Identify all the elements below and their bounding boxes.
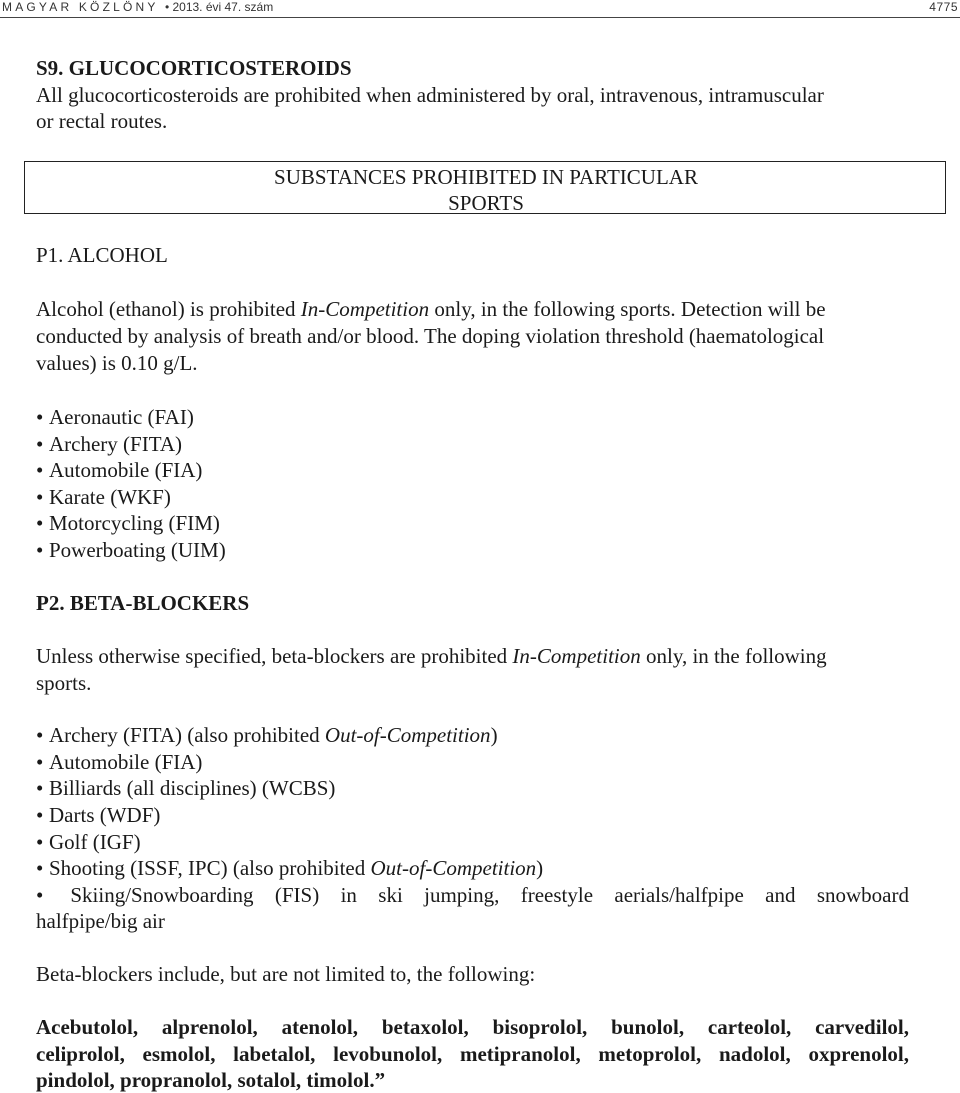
- bullet-icon: •: [36, 432, 44, 456]
- bullet-icon: •: [36, 538, 44, 562]
- p1-para-line3: values) is 0.10 g/L.: [36, 351, 198, 375]
- box-title-line1: SUBSTANCES PROHIBITED IN PARTICULAR: [274, 165, 698, 189]
- section-box: [24, 161, 946, 214]
- bullet-icon: •: [36, 776, 44, 800]
- p2-heading: P2. BETA-BLOCKERS: [36, 591, 250, 615]
- box-title-line2: SPORTS: [448, 191, 524, 215]
- p1-sport-item: • Automobile (FIA): [36, 458, 203, 482]
- p2-include-text: Beta-blockers include, but are not limited to, the following:: [36, 962, 536, 986]
- p1-sport-item: • Powerboating (UIM): [36, 538, 226, 562]
- issue-label: • 2013. évi 47. szám: [164, 0, 274, 14]
- p2-sport-item: • Skiing/Snowboarding (FIS) in ski jumping, freestyle aerials/halfpipe and snowboard: [36, 883, 909, 907]
- bullet-icon: •: [36, 405, 44, 429]
- p2-para-line1: Unless otherwise specified, beta-blockers are prohibited In-Competition only, in the following: [36, 644, 827, 668]
- p2-sport-item-cont: halfpipe/big air: [36, 909, 165, 933]
- p1-sport-item: • Aeronautic (FAI): [36, 405, 194, 429]
- p2-sport-item: • Shooting (ISSF, IPC) (also prohibited Out-of-Competition): [36, 856, 544, 880]
- box-title: [25, 164, 947, 216]
- header-rule: [0, 17, 960, 18]
- p2-sport-item: • Automobile (FIA): [36, 750, 203, 774]
- p1-sport-item: • Karate (WKF): [36, 485, 171, 509]
- p1-sport-item: • Archery (FITA): [36, 432, 183, 456]
- s9-text-line1: All glucocorticosteroids are prohibited when administered by oral, intravenous, intramuscular: [36, 83, 824, 107]
- s9-heading: S9. GLUCOCORTICOSTEROIDS: [36, 56, 352, 80]
- p2-sport-item: • Golf (IGF): [36, 830, 141, 854]
- bullet-icon: •: [36, 830, 44, 854]
- page-header: [0, 0, 960, 18]
- bullet-icon: •: [36, 511, 44, 535]
- bullet-icon: •: [36, 856, 44, 880]
- beta-blocker-list-line3: pindolol, propranolol, sotalol, timolol.”: [36, 1068, 386, 1092]
- beta-blocker-list-line2: celiprolol, esmolol, labetalol, levobunolol, metipranolol, metoprolol, nadolol, oxprenolol,: [36, 1042, 909, 1066]
- p2-sport-item: • Darts (WDF): [36, 803, 161, 827]
- p2-sport-item: • Archery (FITA) (also prohibited Out-of-Competition): [36, 723, 498, 747]
- bullet-icon: •: [36, 750, 44, 774]
- p2-sport-item: • Billiards (all disciplines) (WCBS): [36, 776, 336, 800]
- p1-para-line2: conducted by analysis of breath and/or blood. The doping violation threshold (haematological: [36, 324, 825, 348]
- p1-sport-item: • Motorcycling (FIM): [36, 511, 220, 535]
- p1-heading: P1. ALCOHOL: [36, 243, 168, 267]
- p2-para-line2: sports.: [36, 671, 92, 695]
- bullet-icon: •: [36, 458, 44, 482]
- bullet-icon: •: [36, 803, 44, 827]
- journal-title: MAGYAR KÖZLÖNY • 2013. évi 47. szám: [2, 0, 274, 14]
- beta-blocker-list-line1: Acebutolol, alprenolol, atenolol, betaxolol, bisoprolol, bunolol, carteolol, carvedilol,: [36, 1015, 909, 1039]
- bullet-icon: •: [36, 883, 44, 907]
- bullet-icon: •: [36, 485, 44, 509]
- p1-para-line1: Alcohol (ethanol) is prohibited In-Competition only, in the following sports. Detection will be: [36, 297, 826, 321]
- page-number: 4775: [929, 0, 958, 14]
- bullet-icon: •: [36, 723, 44, 747]
- s9-text-line2: or rectal routes.: [36, 109, 168, 133]
